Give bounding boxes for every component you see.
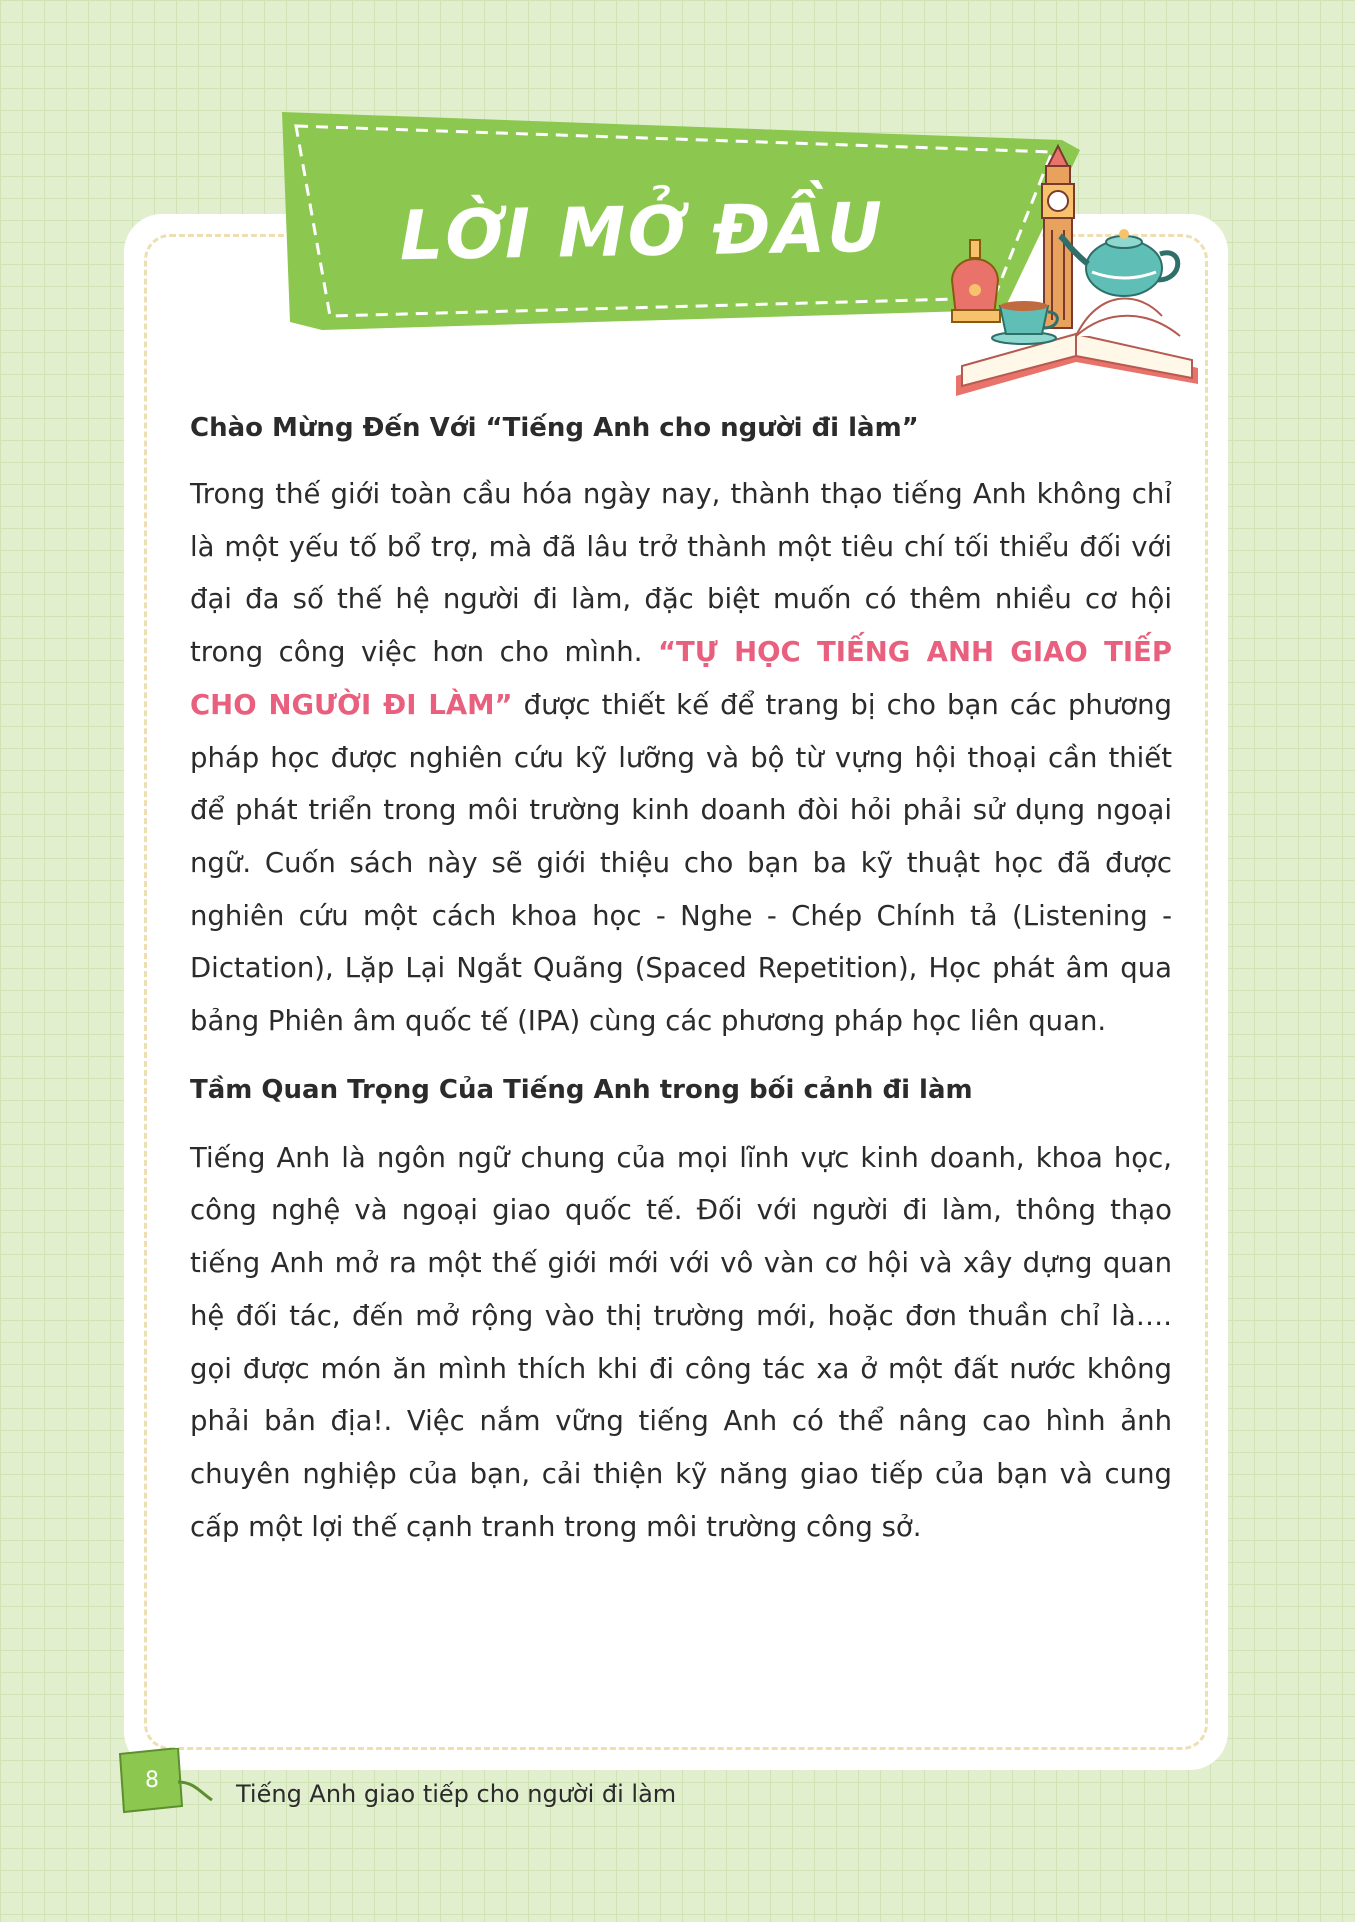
section-paragraph-welcome (190, 468, 1172, 1048)
footer-book-title: Tiếng Anh giao tiếp cho người đi làm (236, 1780, 677, 1808)
british-illustration (948, 140, 1204, 408)
crown-icon (952, 240, 1000, 322)
section-heading-importance: Tầm Quan Trọng Của Tiếng Anh trong bối cảnh đi làm (190, 1074, 973, 1105)
page-number: 8 (145, 1768, 159, 1793)
paragraph-text: Trong thế giới toàn cầu hóa ngày nay, thành thạo tiếng Anh không chỉ là một yếu tố bổ trợ, mà đã lâu trở thành một tiêu chí tối thiểu đối với đại đa số thế hệ người đi làm, đặc biệt muốn có thêm nhiều cơ hội trong công việc hơn cho mình. (190, 478, 1172, 669)
section-heading-welcome: Chào Mừng Đến Với “Tiếng Anh cho người đi làm” (190, 413, 919, 443)
main-content (190, 410, 1172, 1553)
big-ben-icon (1042, 146, 1074, 328)
book-title-highlight: “TỰ HỌC TIẾNG ANH GIAO TIẾP CHO NGƯỜI ĐI LÀM” (190, 636, 1172, 721)
section-paragraph-importance: Tiếng Anh là ngôn ngữ chung của mọi lĩnh vực kinh doanh, khoa học, công nghệ và ngoại giao quốc tế. Đối với người đi làm, thông thạo tiếng Anh mở ra một thế giới mới với vô vàn cơ hội và xây dựng quan hệ đối tác, đến mở rộng vào thị trường mới, hoặc đơn thuần chỉ là…. gọi được món ăn mình thích khi đi công tác xa ở một đất nước không phải bản địa!. Việc nắm vững tiếng Anh có thể nâng cao hình ảnh chuyên nghiệp của bạn, cải thiện kỹ năng giao tiếp của bạn và cung cấp một lợi thế cạnh tranh trong môi trường công sở. (190, 1141, 1172, 1543)
page-title: LỜI MỞ ĐẦU (399, 188, 885, 277)
paragraph-text: được thiết kế để trang bị cho bạn các phương pháp học được nghiên cứu kỹ lưỡng và bộ từ vựng hội thoại cần thiết để phát triển trong môi trường kinh doanh đòi hỏi phải sử dụng ngoại ngữ. Cuốn sách này sẽ giới thiệu cho bạn ba kỹ thuật học đã được nghiên cứu một cách khoa học - Nghe - Chép Chính tả (Listening - Dictation), Lặp Lại Ngắt Quãng (Spaced Repetition), Học phát âm qua bảng Phiên âm quốc tế (IPA) cùng các phương pháp học liên quan. (190, 688, 1172, 1038)
teapot-icon (1060, 229, 1178, 296)
